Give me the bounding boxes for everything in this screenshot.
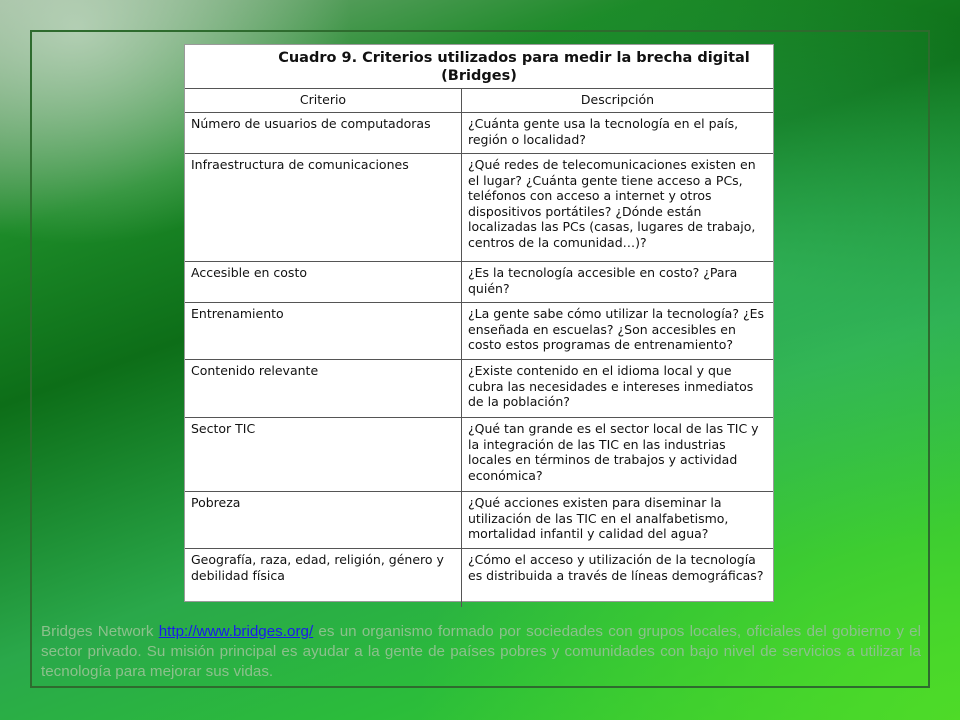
table-row <box>185 549 773 607</box>
row-criterio: Accesible en costo <box>185 262 462 302</box>
row-descripcion: ¿Qué redes de telecomunicaciones existen en el lugar? ¿Cuánta gente tiene acceso a PCs, teléfonos con acceso a internet y otros dispositivos portátiles? ¿Dónde están localizadas las PCs (casas, lugares de trabajo, centros de la comunidad…)? <box>468 157 756 250</box>
row-criterio: Geografía, raza, edad, religión, género y debilidad física <box>185 549 462 607</box>
caption-prefix: Bridges Network <box>41 623 159 640</box>
table-row <box>185 113 773 154</box>
header-criterio: Criterio <box>185 89 462 112</box>
row-descripcion: ¿Es la tecnología accesible en costo? ¿Para quién? <box>468 265 738 296</box>
row-criterio: Pobreza <box>185 492 462 548</box>
row-descripcion: ¿Cómo el acceso y utilización de la tecnología es distribuida a través de líneas demográficas? <box>468 552 764 583</box>
row-criterio: Sector TIC <box>185 418 462 491</box>
table-title <box>185 45 773 89</box>
row-criterio: Número de usuarios de computadoras <box>185 113 462 153</box>
table-row <box>185 492 773 549</box>
row-criterio: Infraestructura de comunicaciones <box>185 154 462 261</box>
table-title-line1: Cuadro 9. Criterios utilizados para medir la brecha digital <box>278 50 750 66</box>
bridges-link[interactable]: http://www.bridges.org/ <box>158 623 314 640</box>
table-header <box>185 89 773 113</box>
row-descripcion: ¿Existe contenido en el idioma local y que cubra las necesidades e intereses inmediatos de la población? <box>468 363 754 409</box>
criteria-table <box>184 44 774 602</box>
row-descripcion: ¿Qué tan grande es el sector local de las TIC y la integración de las TIC en las industrias locales en términos de trabajos y actividad económica? <box>468 421 759 483</box>
caption-suffix: es un organismo formado por sociedades con grupos locales, oficiales del gobierno y el sector privado. Su misión principal es ayudar a la gente de países pobres y comunidades con bajo nivel de servicios a utilizar la tecnología para mejorar sus vidas. <box>41 623 921 680</box>
row-descripcion: ¿Qué acciones existen para diseminar la utilización de las TIC en el analfabetismo, mortalidad infantil y calidad del agua? <box>468 495 729 541</box>
table-row <box>185 303 773 360</box>
row-descripcion: ¿La gente sabe cómo utilizar la tecnología? ¿Es enseñada en escuelas? ¿Son accesibles en costo estos programas de entrenamiento? <box>468 306 764 352</box>
row-descripcion: ¿Cuánta gente usa la tecnología en el país, región o localidad? <box>468 116 739 147</box>
table-row <box>185 418 773 492</box>
table-row <box>185 360 773 418</box>
caption-paragraph <box>41 622 921 682</box>
table-row <box>185 154 773 262</box>
row-criterio: Contenido relevante <box>185 360 462 417</box>
table-row <box>185 262 773 303</box>
row-criterio: Entrenamiento <box>185 303 462 359</box>
header-descripcion: Descripción <box>580 92 655 107</box>
table-title-line2: (Bridges) <box>441 68 517 84</box>
